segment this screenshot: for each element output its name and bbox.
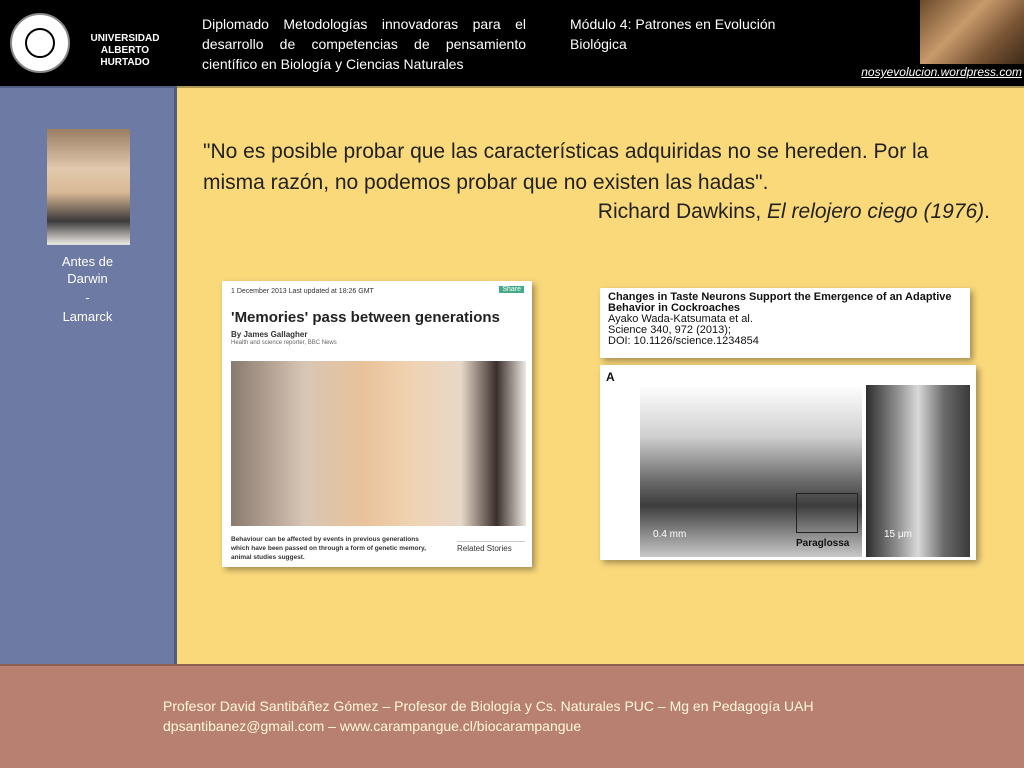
paper-citation <box>600 288 970 358</box>
paper-journal: Science 340, 972 (2013); <box>608 324 731 336</box>
article-byline: By James Gallagher <box>231 330 308 339</box>
sidebar-dash: - <box>85 290 90 305</box>
book-title: El relojero ciego (1976) <box>767 200 985 223</box>
related-stories-heading: Related Stories <box>457 541 525 553</box>
cockroach-head-micrograph <box>640 385 862 557</box>
footer-professor: Profesor David Santibáñez Gómez – Profesor de Biología y Cs. Naturales PUC – Mg en Pedagogía UAH <box>163 698 814 714</box>
cockroach-figure <box>600 365 976 560</box>
bbc-article-clipping <box>222 281 532 567</box>
main-content <box>177 86 1024 664</box>
sidebar-line-before-darwin: Antes de Darwin <box>61 254 114 286</box>
university-name: UNIVERSIDAD ALBERTO HURTADO <box>90 33 160 68</box>
zoom-box <box>796 493 858 533</box>
article-caption: Behaviour can be affected by events in previous generations which have been passed on through a form of genetic memory, animal studies suggest. <box>231 536 426 561</box>
article-date: 1 December 2013 Last updated at 18:26 GMT <box>231 288 374 295</box>
article-title: 'Memories' pass between generations <box>231 309 500 326</box>
article-role: Health and science reporter, BBC News <box>231 340 337 346</box>
author-name: Richard Dawkins, <box>597 200 768 223</box>
website-link[interactable]: nosyevolucion.wordpress.com <box>861 65 1022 79</box>
sidebar <box>0 86 177 664</box>
generations-photo <box>231 361 526 526</box>
sensilla-micrograph <box>866 385 970 557</box>
author-period: . <box>984 200 990 223</box>
scale-bar-left: 0.4 mm <box>653 529 687 540</box>
paper-title: Changes in Taste Neurons Support the Emergence of an Adaptive Behavior in Cockroaches <box>608 291 952 314</box>
paper-doi: DOI: 10.1126/science.1234854 <box>608 335 759 347</box>
figure-panel-label: A <box>606 370 615 384</box>
module-title: Módulo 4: Patrones en Evolución Biológica <box>570 16 776 52</box>
quote-author <box>598 196 990 227</box>
logo-shield-icon <box>25 28 55 58</box>
share-button: Share <box>499 286 524 293</box>
sidebar-text <box>0 253 175 327</box>
lamarck-portrait <box>47 129 130 245</box>
course-title: Diplomado Metodologías innovadoras para el desarrollo de competencias de pensamiento científico en Biología y Ciencias Naturales <box>202 16 526 72</box>
sidebar-line-lamarck: Lamarck <box>62 309 113 324</box>
paraglossa-label: Paraglossa <box>796 538 850 549</box>
darwin-portrait <box>920 0 1024 64</box>
quote-text: "No es posible probar que las características adquiridas no se hereden. Por la misma razón, no podemos probar que no existen las hadas". <box>203 140 929 194</box>
slide-footer <box>0 664 1024 768</box>
paper-authors: Ayako Wada-Katsumata et al. <box>608 313 753 325</box>
slide-header <box>0 0 1024 86</box>
footer-contact: dpsantibanez@gmail.com – www.carampangue.cl/biocarampangue <box>163 718 582 734</box>
scale-bar-right: 15 μm <box>884 529 912 540</box>
university-logo <box>10 13 70 73</box>
